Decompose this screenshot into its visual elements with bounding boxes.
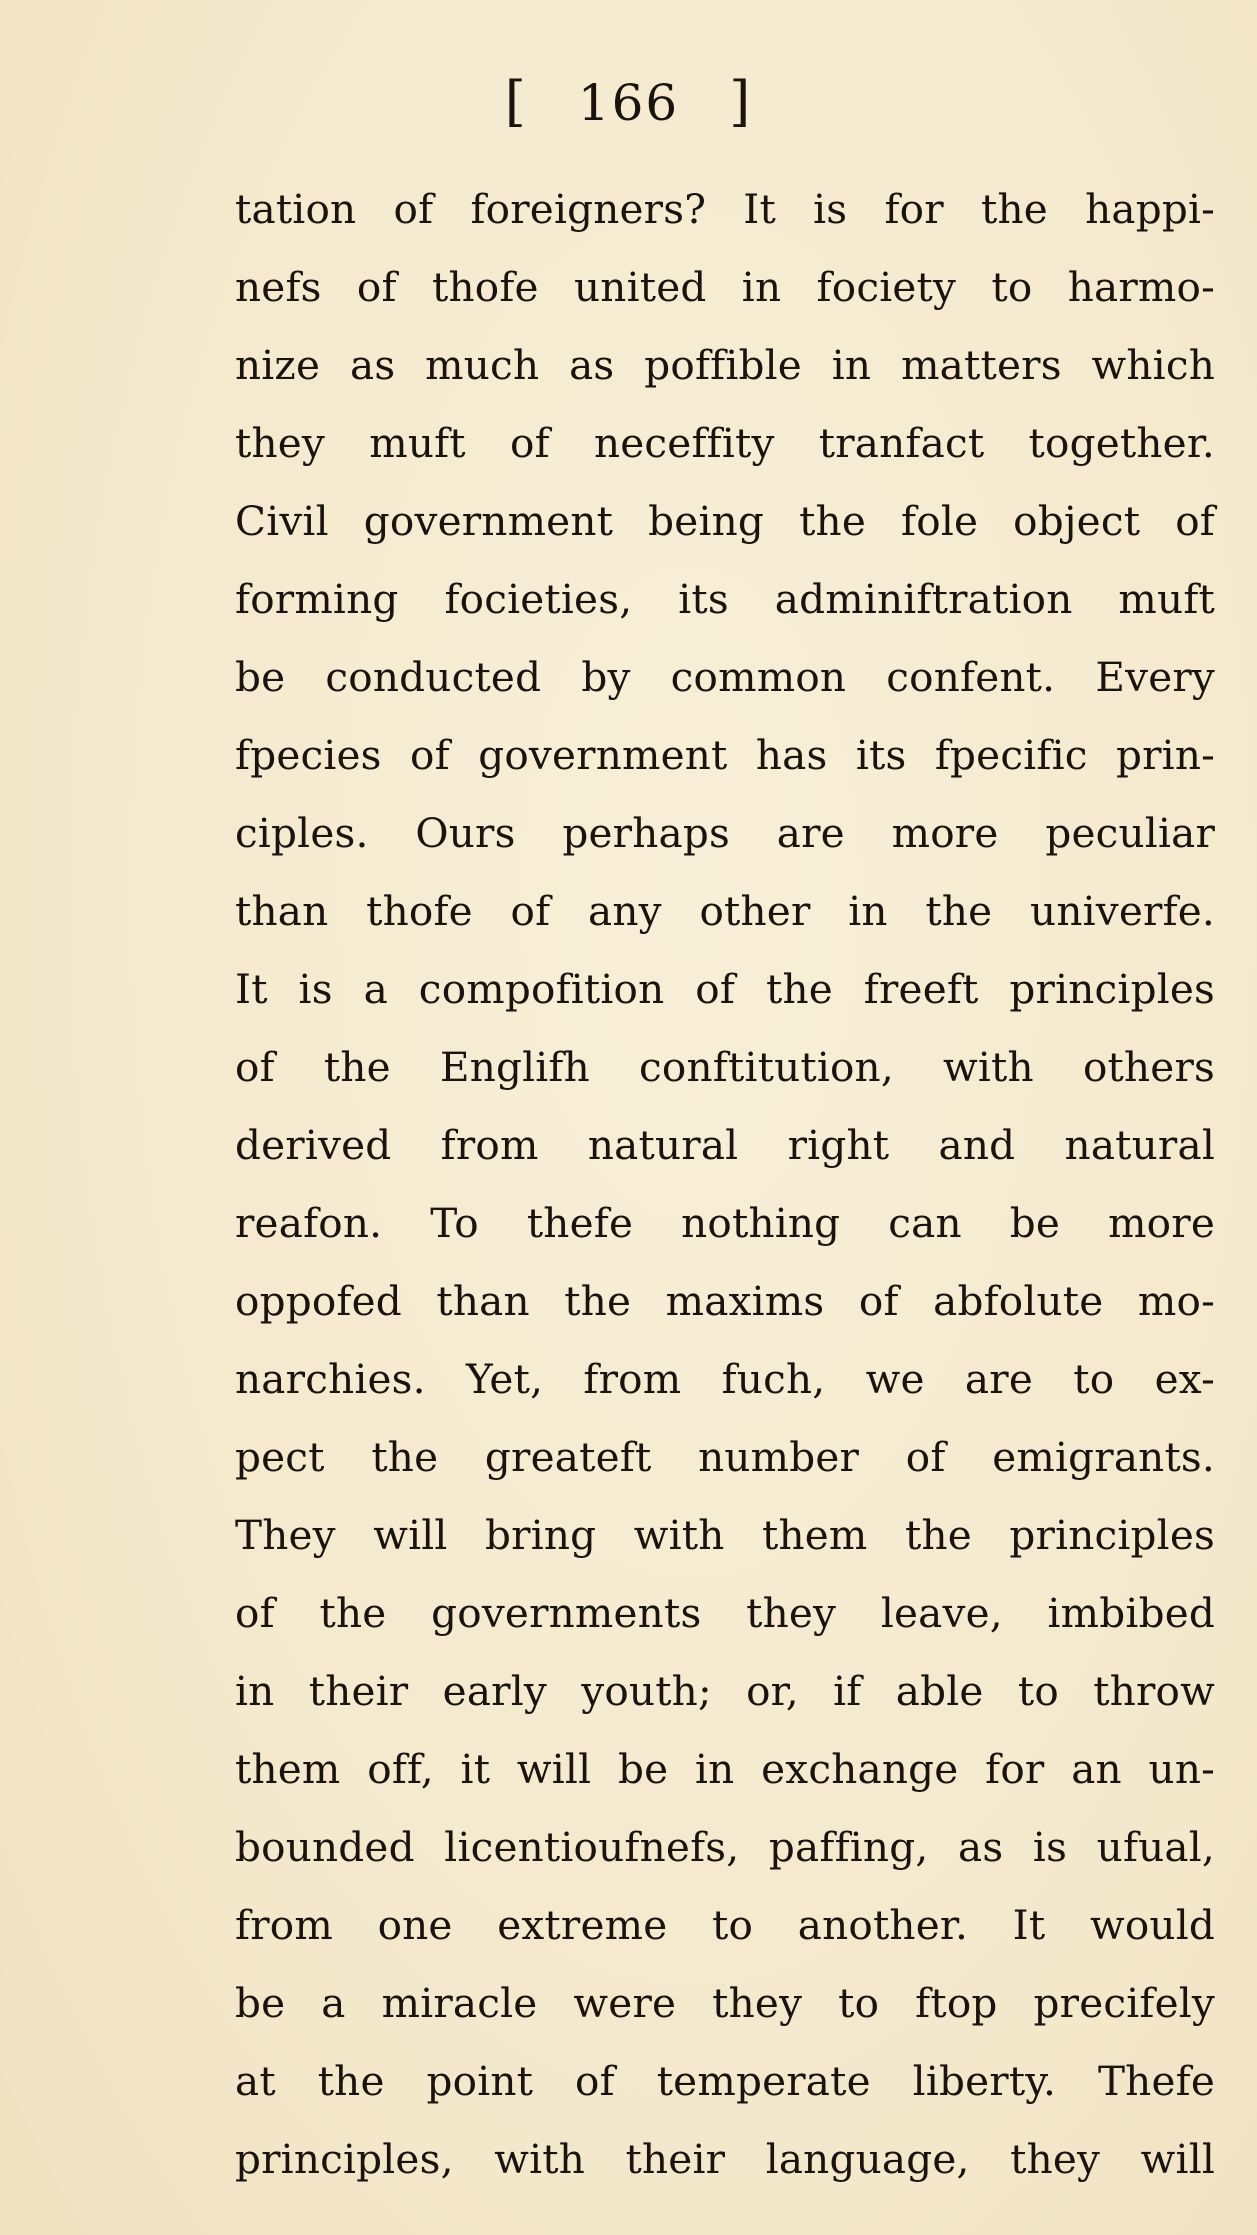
text-line: tation of foreigners? It is for the happi- <box>235 185 1215 233</box>
text-line: forming focieties, its adminiftration muft <box>235 575 1215 623</box>
text-line: bounded licentioufnefs, paffing, as is ufual, <box>235 1823 1215 1871</box>
page-number: 166 <box>577 74 680 132</box>
text-line: be a miracle were they to ftop precifely <box>235 1979 1215 2027</box>
text-line: in their early youth; or, if able to throw <box>235 1667 1215 1715</box>
text-line: They will bring with them the principles <box>235 1511 1215 1559</box>
text-line: ciples. Ours perhaps are more peculiar <box>235 809 1215 857</box>
text-line: pect the greateft number of emigrants. <box>235 1433 1215 1481</box>
text-line: from one extreme to another. It would <box>235 1901 1215 1949</box>
text-line: narchies. Yet, from fuch, we are to ex- <box>235 1355 1215 1403</box>
text-line: oppofed than the maxims of abfolute mo- <box>235 1277 1215 1325</box>
text-line: nize as much as poffible in matters which <box>235 341 1215 389</box>
text-line: them off, it will be in exchange for an un- <box>235 1745 1215 1793</box>
text-line: Civil government being the fole object of <box>235 497 1215 545</box>
text-line: derived from natural right and natural <box>235 1121 1215 1169</box>
text-line: of the governments they leave, imbibed <box>235 1589 1215 1637</box>
header-bracket-open: [ <box>504 70 528 133</box>
text-line: they muft of neceffity tranfact together. <box>235 419 1215 467</box>
text-line: than thofe of any other in the univerfe. <box>235 887 1215 935</box>
text-line: principles, with their language, they will <box>235 2135 1215 2183</box>
text-line: nefs of thofe united in fociety to harmo- <box>235 263 1215 311</box>
text-line: be conducted by common confent. Every <box>235 653 1215 701</box>
header-bracket-close: ] <box>729 70 753 133</box>
text-line: of the Englifh conftitution, with others <box>235 1043 1215 1091</box>
page-header <box>0 62 1257 142</box>
text-line: fpecies of government has its fpecific prin- <box>235 731 1215 779</box>
text-line: at the point of temperate liberty. Thefe <box>235 2057 1215 2105</box>
text-line: reafon. To thefe nothing can be more <box>235 1199 1215 1247</box>
body-text <box>235 170 1215 2198</box>
text-line: It is a compofition of the freeft principles <box>235 965 1215 1013</box>
